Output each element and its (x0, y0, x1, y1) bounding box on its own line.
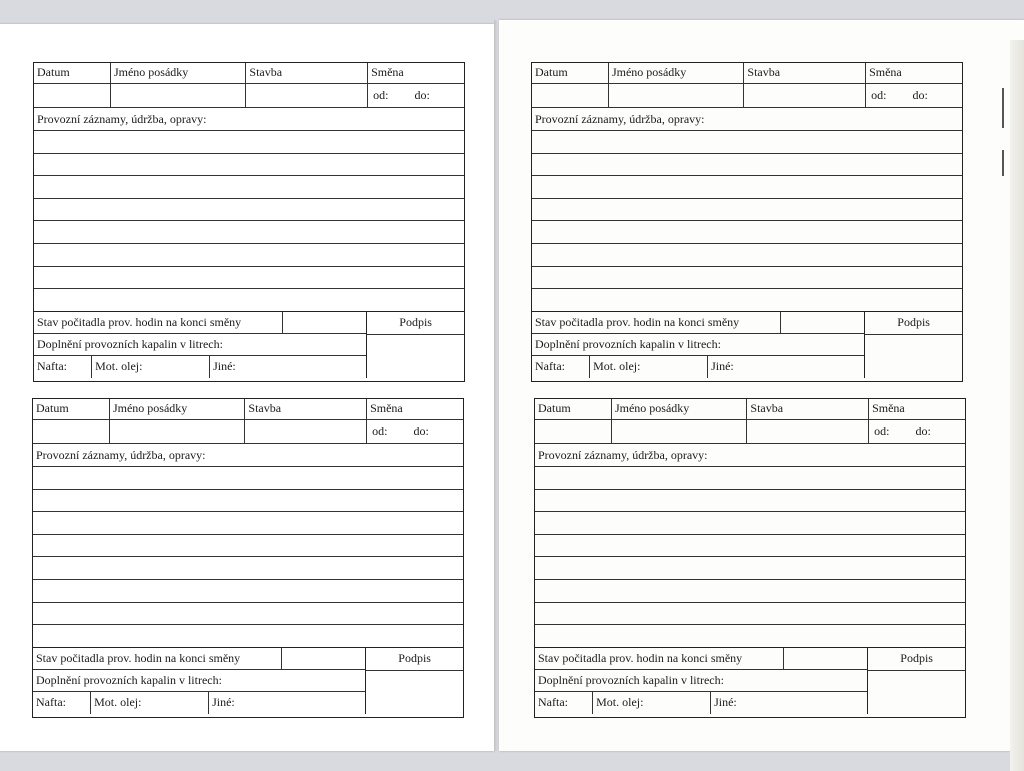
notes-label: Provozní záznamy, údržba, opravy: (532, 108, 962, 131)
fluids-detail-row (34, 356, 366, 378)
hour-counter-row (34, 312, 366, 334)
shift-to-label: do: (912, 88, 928, 102)
notes-lines[interactable] (33, 467, 463, 648)
notes-label: Provozní záznamy, údržba, opravy: (535, 444, 965, 467)
note-line[interactable] (532, 199, 962, 222)
form-footer (532, 312, 962, 378)
note-line[interactable] (34, 221, 464, 244)
site-field[interactable] (246, 84, 368, 107)
hour-counter-field[interactable] (784, 648, 867, 669)
note-line[interactable] (33, 603, 463, 626)
other-field[interactable] (711, 692, 867, 714)
note-line[interactable] (34, 267, 464, 290)
note-line[interactable] (532, 131, 962, 154)
note-line[interactable] (34, 154, 464, 177)
datum-label: Datum (34, 63, 111, 83)
shift-label: Směna (371, 65, 404, 79)
note-line[interactable] (34, 131, 464, 154)
other-label: Jiné: (213, 359, 236, 374)
page-edge (1010, 40, 1024, 771)
note-line[interactable] (34, 289, 464, 312)
crew-name-label: Jméno posádky (612, 399, 747, 419)
diesel-label: Nafta: (535, 359, 565, 374)
shift-field[interactable] (869, 420, 965, 443)
diesel-label: Nafta: (37, 359, 67, 374)
hour-counter-label: Stav počitadla prov. hodin na konci směny (33, 648, 282, 669)
diesel-field[interactable] (535, 692, 593, 714)
datum-label: Datum (33, 399, 110, 419)
signature-field[interactable] (366, 671, 463, 714)
note-line[interactable] (34, 244, 464, 267)
datum-label: Datum (535, 399, 612, 419)
shift-field[interactable] (368, 84, 464, 107)
shift-to-label: do: (413, 424, 429, 438)
note-line[interactable] (535, 580, 965, 603)
notes-label: Provozní záznamy, údržba, opravy: (33, 444, 463, 467)
site-field[interactable] (744, 84, 866, 107)
datum-field[interactable] (34, 84, 111, 107)
hour-counter-row (33, 648, 365, 670)
form-footer (33, 648, 463, 714)
hour-counter-row (535, 648, 867, 670)
shift-label: Směna (872, 401, 905, 415)
crew-name-label: Jméno posádky (110, 399, 245, 419)
shift-field[interactable] (866, 84, 962, 107)
form-footer (34, 312, 464, 378)
site-label: Stavba (747, 399, 869, 419)
log-form-right-top (531, 62, 963, 382)
fluids-label: Doplnění provozních kapalin v litrech: (36, 672, 222, 687)
form-input-row (535, 420, 965, 444)
signature-label: Podpis (366, 648, 463, 671)
fluids-label: Doplnění provozních kapalin v litrech: (538, 672, 724, 687)
motor-oil-label: Mot. olej: (596, 695, 644, 710)
form-input-row (532, 84, 962, 108)
note-line[interactable] (33, 512, 463, 535)
note-line[interactable] (535, 557, 965, 580)
fluids-label: Doplnění provozních kapalin v litrech: (37, 336, 223, 351)
motor-oil-field[interactable] (593, 692, 711, 714)
site-label: Stavba (246, 63, 368, 83)
note-line[interactable] (532, 221, 962, 244)
datum-field[interactable] (535, 420, 612, 443)
note-line[interactable] (33, 580, 463, 603)
fluids-detail-row (33, 692, 365, 714)
fluids-row (33, 670, 365, 692)
hour-counter-label: Stav počitadla prov. hodin na konci směny (532, 312, 781, 333)
crew-name-field[interactable] (609, 84, 744, 107)
shift-to-label: do: (915, 424, 931, 438)
crew-name-field[interactable] (111, 84, 246, 107)
form-header-row (532, 63, 962, 84)
site-field[interactable] (747, 420, 869, 443)
fluids-detail-row (535, 692, 867, 714)
fluids-row (34, 334, 366, 356)
signature-label: Podpis (367, 312, 464, 335)
hour-counter-field[interactable] (283, 312, 366, 333)
motor-oil-label: Mot. olej: (94, 695, 142, 710)
diesel-field[interactable] (532, 356, 590, 378)
site-label: Stavba (245, 399, 367, 419)
motor-oil-field[interactable] (590, 356, 708, 378)
other-label: Jiné: (212, 695, 235, 710)
datum-field[interactable] (33, 420, 110, 443)
site-field[interactable] (245, 420, 367, 443)
log-form-right-bottom (534, 398, 966, 718)
signature-field[interactable] (367, 335, 464, 378)
crew-name-field[interactable] (612, 420, 747, 443)
shift-from-label: od: (874, 424, 890, 438)
notes-label: Provozní záznamy, údržba, opravy: (34, 108, 464, 131)
datum-field[interactable] (532, 84, 609, 107)
diesel-label: Nafta: (36, 695, 66, 710)
note-line[interactable] (535, 512, 965, 535)
other-label: Jiné: (714, 695, 737, 710)
note-line[interactable] (535, 603, 965, 626)
motor-oil-field[interactable] (91, 692, 209, 714)
diesel-field[interactable] (33, 692, 91, 714)
hour-counter-row (532, 312, 864, 334)
signature-label: Podpis (868, 648, 965, 671)
fluids-row (535, 670, 867, 692)
note-line[interactable] (532, 176, 962, 199)
motor-oil-label: Mot. olej: (593, 359, 641, 374)
signature-label: Podpis (865, 312, 962, 335)
note-line[interactable] (532, 289, 962, 312)
crew-name-label: Jméno posádky (609, 63, 744, 83)
fluids-label: Doplnění provozních kapalin v litrech: (535, 336, 721, 351)
shift-label: Směna (370, 401, 403, 415)
datum-label: Datum (532, 63, 609, 83)
shift-label: Směna (869, 65, 902, 79)
note-line[interactable] (532, 244, 962, 267)
note-line[interactable] (33, 467, 463, 490)
crew-name-label: Jméno posádky (111, 63, 246, 83)
note-line[interactable] (33, 535, 463, 558)
shift-from-label: od: (871, 88, 887, 102)
other-field[interactable] (708, 356, 864, 378)
other-field[interactable] (210, 356, 366, 378)
fluids-row (532, 334, 864, 356)
hour-counter-field[interactable] (781, 312, 864, 333)
diesel-field[interactable] (34, 356, 92, 378)
note-line[interactable] (532, 267, 962, 290)
notes-lines[interactable] (34, 131, 464, 312)
note-line[interactable] (535, 490, 965, 513)
form-header-row (34, 63, 464, 84)
log-form-left-top (33, 62, 465, 382)
note-line[interactable] (535, 535, 965, 558)
page-tab-mark (1002, 150, 1004, 176)
shift-from-label: od: (373, 88, 389, 102)
note-line[interactable] (33, 557, 463, 580)
hour-counter-label: Stav počitadla prov. hodin na konci směny (34, 312, 283, 333)
notes-lines[interactable] (535, 467, 965, 648)
log-form-left-bottom (32, 398, 464, 718)
note-line[interactable] (34, 199, 464, 222)
form-input-row (33, 420, 463, 444)
page-tab-mark (1002, 88, 1004, 128)
hour-counter-label: Stav počitadla prov. hodin na konci směny (535, 648, 784, 669)
shift-field[interactable] (367, 420, 463, 443)
shift-from-label: od: (372, 424, 388, 438)
note-line[interactable] (33, 490, 463, 513)
hour-counter-field[interactable] (282, 648, 365, 669)
form-header-row (33, 399, 463, 420)
shift-to-label: do: (414, 88, 430, 102)
note-line[interactable] (535, 625, 965, 648)
motor-oil-label: Mot. olej: (95, 359, 143, 374)
note-line[interactable] (34, 176, 464, 199)
site-label: Stavba (744, 63, 866, 83)
note-line[interactable] (33, 625, 463, 648)
crew-name-field[interactable] (110, 420, 245, 443)
motor-oil-field[interactable] (92, 356, 210, 378)
signature-field[interactable] (868, 671, 965, 714)
note-line[interactable] (535, 467, 965, 490)
form-header-row (535, 399, 965, 420)
note-line[interactable] (532, 154, 962, 177)
other-field[interactable] (209, 692, 365, 714)
diesel-label: Nafta: (538, 695, 568, 710)
form-footer (535, 648, 965, 714)
notes-lines[interactable] (532, 131, 962, 312)
fluids-detail-row (532, 356, 864, 378)
other-label: Jiné: (711, 359, 734, 374)
form-input-row (34, 84, 464, 108)
signature-field[interactable] (865, 335, 962, 378)
